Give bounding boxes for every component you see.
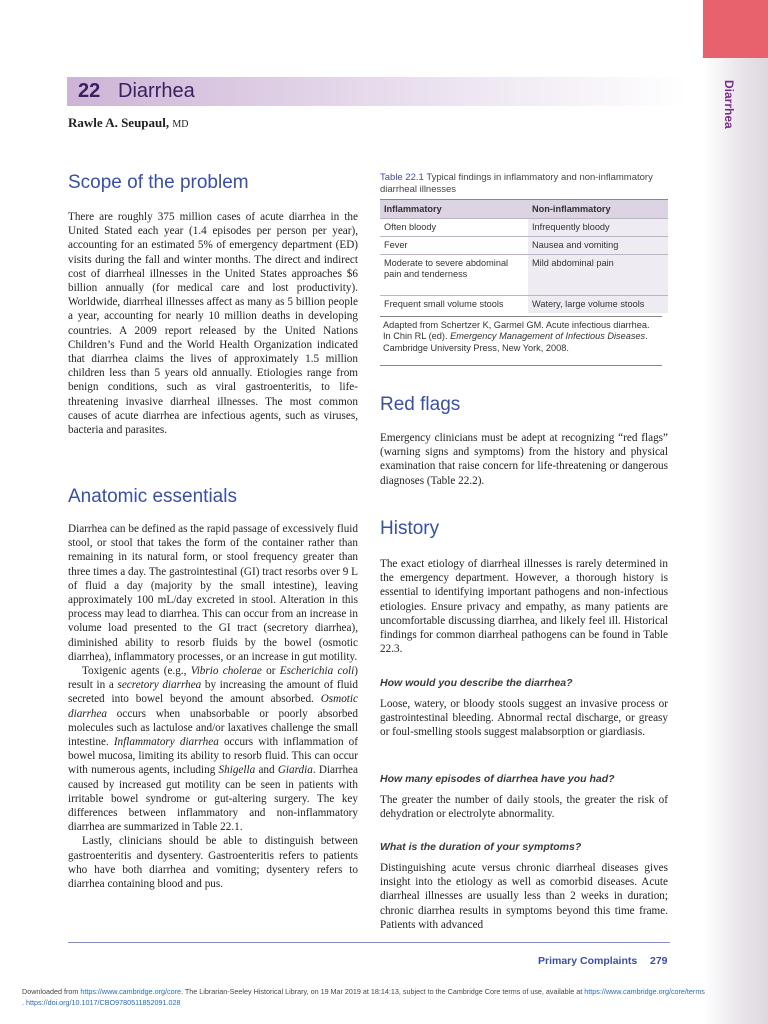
heading-scope: Scope of the problem [68, 172, 249, 193]
answer-episodes [380, 793, 668, 821]
scope-text [68, 210, 358, 437]
table-note [380, 316, 662, 366]
table-cell: Fever [380, 237, 528, 255]
table-cell: Mild abdominal pain [528, 255, 668, 296]
table-header-noninflammatory: Non-inflammatory [528, 200, 668, 219]
term-shigella: Shigella [218, 764, 256, 777]
history-paragraph: The exact etiology of diarrheal illnesses is rarely determined in the emergency department. However, a thorough history is essential to identifying important pathogens and non-infectious etiologies. Ensure privacy and empathy, as many patients are uncomfortable discussing diarrhea, and likely feel ill. Historical findings for common diarrheal pathogens can be found in Table 22.3. [380, 558, 668, 656]
heading-redflags: Red flags [380, 394, 461, 415]
heading-anatomic: Anatomic essentials [68, 486, 237, 507]
table-row [380, 296, 668, 314]
answer-duration-text: Distinguishing acute versus chronic diarrheal diseases gives insight into the etiology as well as comorbid diseases. Acute diarrheal illnesses are usually less than 2 weeks in duration; chronic diarrhea results in symptoms beyond this time frame. Patients with advanced [380, 862, 668, 931]
table-cell: Moderate to severe abdominal pain and tenderness [380, 255, 528, 296]
answer-describe-text: Loose, watery, or bloody stools suggest an invasive process or gastrointestinal bleeding. Abnormal rectal discharge, or greasy or foul-smelling stools suggest malabsorption or giardiasis. [380, 698, 668, 739]
p2-text-and: and [255, 764, 278, 777]
table-cell: Nausea and vomiting [528, 237, 668, 255]
p2-text-e: occurs with inflammation of bowel mucosa, limiting its ability to resorb fluid. This can occur with numerous agents, including [68, 736, 358, 777]
findings-table [380, 199, 668, 313]
scope-paragraph: There are roughly 375 million cases of acute diarrhea in the United Stated each year (1.4 episodes per person per year), accounting for an estimated 5% of emergency department (ED) visits during the fall and winter months. The direct and indirect cost of diarrheal illnesses in the United States approaches $6 billion annually (for medical care and lost productivity). Worldwide, diarrheal illnesses affect as many as 5 billion people a year, accounting for nearly 10 million deaths in developing countries. A 2009 report released by the United Nations Children’s Fund and the World Health Organization indicated that diarrhea claims the lives of approximately 1.5 million children less than 5 years old annually. Etiologies range from benign conditions, such as viral gastroenteritis, to life-threatening invasive diarrheal illnesses. The most common causes of acute diarrhea are infectious agents, such as viruses, bacteria and parasites. [68, 211, 358, 437]
question-duration: What is the duration of your symptoms? [380, 841, 582, 853]
link-cambridge-core[interactable]: https://www.cambridge.org/core [80, 987, 182, 996]
author-name: Rawle A. Seupaul, [68, 115, 170, 130]
link-doi[interactable]: . https://doi.org/10.1017/CBO9780511852091.028 [22, 998, 181, 1007]
answer-episodes-text: The greater the number of daily stools, the greater the risk of dehydration or electrolyte abnormality. [380, 794, 668, 821]
term-ecoli: Escherichia coli [279, 665, 355, 678]
anatomic-text [68, 522, 358, 891]
history-text [380, 557, 668, 656]
table-row [380, 237, 668, 255]
table-note-b: . Cambridge University Press, New York, 2008. [383, 331, 648, 353]
author-degree: MD [172, 119, 189, 130]
p2-text-f: . Diarrhea caused by increased gut motility can be seen in patients with irritable bowel syndrome or gut-altering surgery. The key differences between inflammatory and non-inflammatory diarrhea are summarized in Table 22.1. [68, 764, 358, 834]
p2-text-b: ) result in a [68, 665, 358, 692]
footer-section: Primary Complaints [538, 955, 638, 967]
term-inflammatory: Inflammatory diarrhea [113, 736, 219, 749]
heading-history: History [380, 518, 440, 539]
anatomic-paragraph-1: Diarrhea can be defined as the rapid passage of excessively fluid stool, or stool that takes the form of the container rather than remaining in its natural form, or stool frequency greater than three times a day. The gastrointestinal (GI) tract resorbs over 9 L of fluid a day (majority by the small intestine), leaving approximately 100 mL/day excreted in stool. Alteration in this process may lead to diarrhea. This can occur from an increase in volume load presented to the GI tract (secretory diarrhea), diminished ability to resorb fluids by the bowel (osmotic diarrhea), inflammatory processes, or an increase in gut motility. [68, 523, 358, 663]
table-cell: Frequent small volume stools [380, 296, 528, 314]
table-header-row [380, 200, 668, 219]
term-osmotic: Osmotic diarrhea [68, 693, 358, 720]
table-cell: Watery, large volume stools [528, 296, 668, 314]
p2-text-a: Toxigenic agents (e.g., [82, 665, 191, 678]
redflags-paragraph: Emergency clinicians must be adept at recognizing “red flags” (warning signs and symptoms) from the history and physical examination that raise concern for life-threatening or dangerous diagnoses (Table 22.2). [380, 432, 668, 487]
term-giardia: Giardia [277, 764, 313, 777]
table-cell: Often bloody [380, 219, 528, 237]
footer-rule [68, 942, 670, 943]
p2-text-or: or [261, 665, 280, 678]
table-row [380, 219, 668, 237]
table-label: Table 22.1 [380, 172, 424, 183]
side-tab [703, 0, 768, 58]
download-prefix: Downloaded from [22, 987, 81, 996]
anatomic-paragraph-2 [68, 664, 358, 834]
author [68, 115, 189, 131]
table-caption-text: Typical findings in inflammatory and non-inflammatory diarrheal illnesses [380, 172, 653, 195]
term-secretory: secretory diarrhea [117, 679, 202, 692]
redflags-text [380, 431, 668, 488]
table-cell: Infrequently bloody [528, 219, 668, 237]
side-strip [703, 0, 768, 1024]
download-mid: . The Librarian-Seeley Historical Library, on 19 Mar 2019 at 18:14:13, subject to the Cambridge Core terms of use, available at [181, 987, 585, 996]
link-cambridge-terms[interactable]: https://www.cambridge.org/core/terms [584, 987, 705, 996]
anatomic-paragraph-3: Lastly, clinicians should be able to distinguish between gastroenteritis and dysentery. Gastroenteritis refers to patients who have both diarrhea and vomiting; dysentery refers to diarrhea containing blood and pus. [68, 835, 358, 891]
download-notice [22, 986, 757, 1008]
answer-duration [380, 861, 668, 932]
answer-describe [380, 697, 668, 740]
question-describe: How would you describe the diarrhea? [380, 677, 573, 689]
p2-text-c: by increasing the amount of fluid secreted into bowel beyond the amount absorbed. [68, 679, 358, 706]
chapter-number: 22 [78, 80, 101, 102]
chapter-title: Diarrhea [118, 80, 195, 102]
table-row [380, 255, 668, 296]
page-number: 279 [650, 955, 668, 967]
table-header-inflammatory: Inflammatory [380, 200, 528, 219]
question-episodes: How many episodes of diarrhea have you had? [380, 773, 615, 785]
p2-text-d: occurs when unabsorbable or poorly absorbed molecules such as lactulose and/or laxatives challenge the small intestine. [68, 707, 358, 749]
table-caption [380, 172, 680, 195]
side-label: Diarrhea [722, 80, 736, 129]
term-vibrio: Vibrio cholerae [190, 665, 262, 678]
table-note-a: Adapted from Schertzer K, Garmel GM. Acute infectious diarrhea. In Chin RL (ed). [383, 320, 650, 342]
table-note-title: Emergency Management of Infectious Diseases [450, 331, 646, 342]
